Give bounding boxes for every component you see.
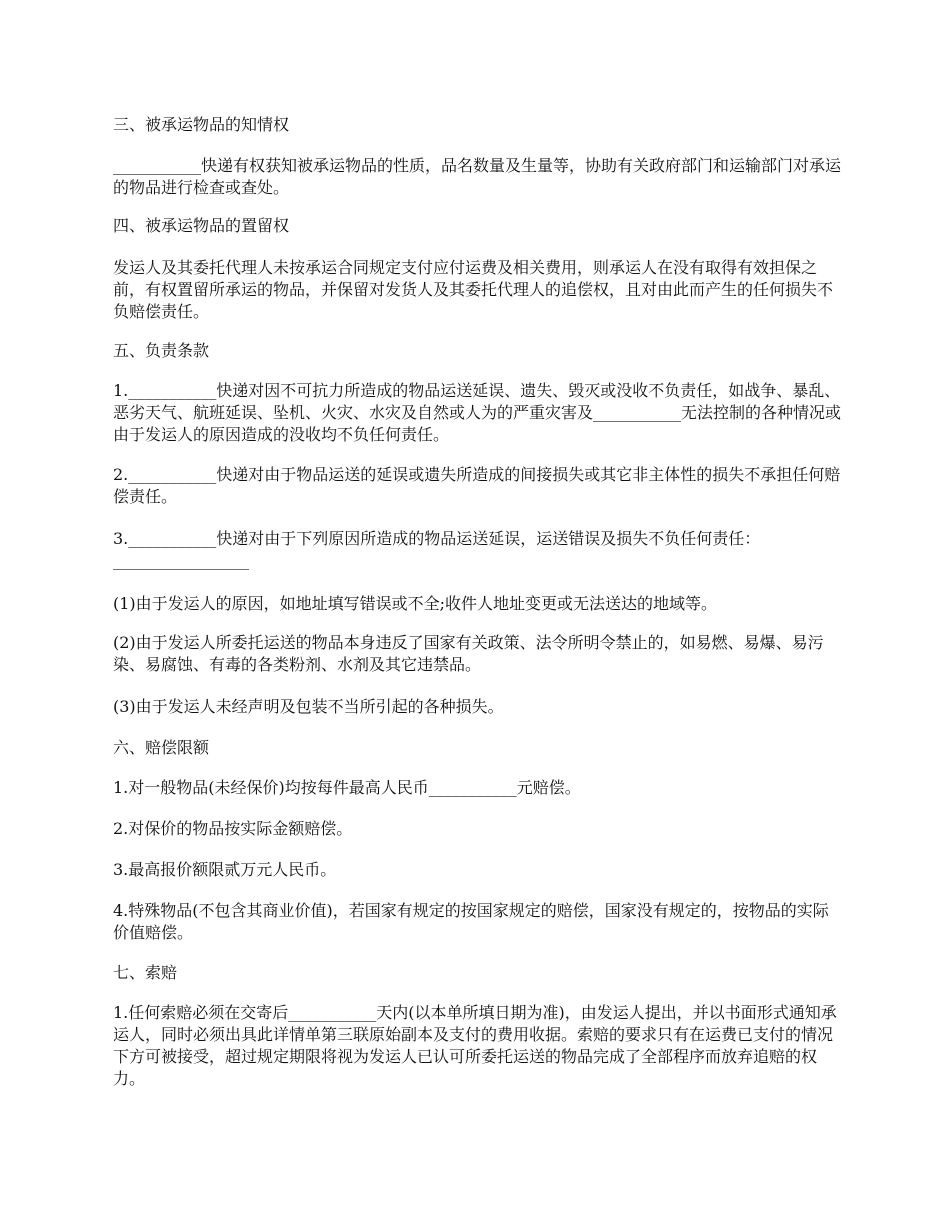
list-item: (1)由于发运人的原因，如地址填写错误或不全;收件人地址变更或无法送达的地域等。: [113, 594, 718, 613]
section-heading-4: 四、被承运物品的置留权: [113, 216, 290, 235]
list-item: 2.___________快递对由于物品运送的延误或遗失所造成的间接损失或其它非主体性的损失不承担任何赔偿责任。: [113, 465, 841, 506]
paragraph: ___________快递有权获知被承运物品的性质，品名数量及生量等，协助有关政府部门和运输部门对承运的物品进行检查或查处。: [113, 156, 842, 197]
list-item: 2.对保价的物品按实际金额赔偿。: [113, 819, 353, 838]
list-item: 4.特殊物品(不包含其商业价值)，若国家有规定的按国家规定的赔偿，国家没有规定的，按物品的实际价值赔偿。: [113, 901, 829, 942]
list-item: 1.对一般物品(未经保价)均按每件最高人民币___________元赔偿。: [113, 778, 581, 797]
section-heading-7: 七、索赔: [113, 963, 178, 982]
list-item: (3)由于发运人未经声明及包装不当所引起的各种损失。: [113, 697, 504, 716]
paragraph: 发运人及其委托代理人未按承运合同规定支付应付运费及相关费用，则承运人在没有取得有效担保之前，有权置留所承运的物品，并保留对发货人及其委托代理人的追偿权，且对由此而产生的任何损失不负赔偿责任。: [113, 258, 834, 321]
list-item: 3.最高报价额限贰万元人民币。: [113, 860, 337, 879]
list-item: (2)由于发运人所委托运送的物品本身违反了国家有关政策、法令所明令禁止的，如易燃、易爆、易污染、易腐蚀、有毒的各类粉剂、水剂及其它违禁品。: [113, 633, 824, 674]
list-item: 1.___________快递对因不可抗力所造成的物品运送延误、遗失、毁灭或没收不负责任，如战争、暴乱、恶劣天气、航班延误、坠机、火灾、水灾及自然或人为的严重灾害及___________无法控制的各种情况或由于发运人的原因造成的没收均不负任何责任。: [113, 381, 842, 444]
list-item: 1.任何索赔必须在交寄后___________天内(以本单所填日期为准)，由发运人提出，并以书面形式通知承运人，同时必须出具此详情单第三联原始副本及支付的费用收据。索赔的要求只有在运费已支付的情况下方可被接受，超过规定期限将视为发运人已认可所委托运送的物品完成了全部程序而放弃追赔的权力。: [113, 1003, 837, 1088]
section-heading-6: 六、赔偿限额: [113, 738, 210, 757]
section-heading-3: 三、被承运物品的知情权: [113, 115, 290, 134]
section-heading-5: 五、负责条款: [113, 341, 210, 360]
list-item: 3.___________快递对由于下列原因所造成的物品运送延误，运送错误及损失不负任何责任：_________________: [113, 529, 761, 570]
